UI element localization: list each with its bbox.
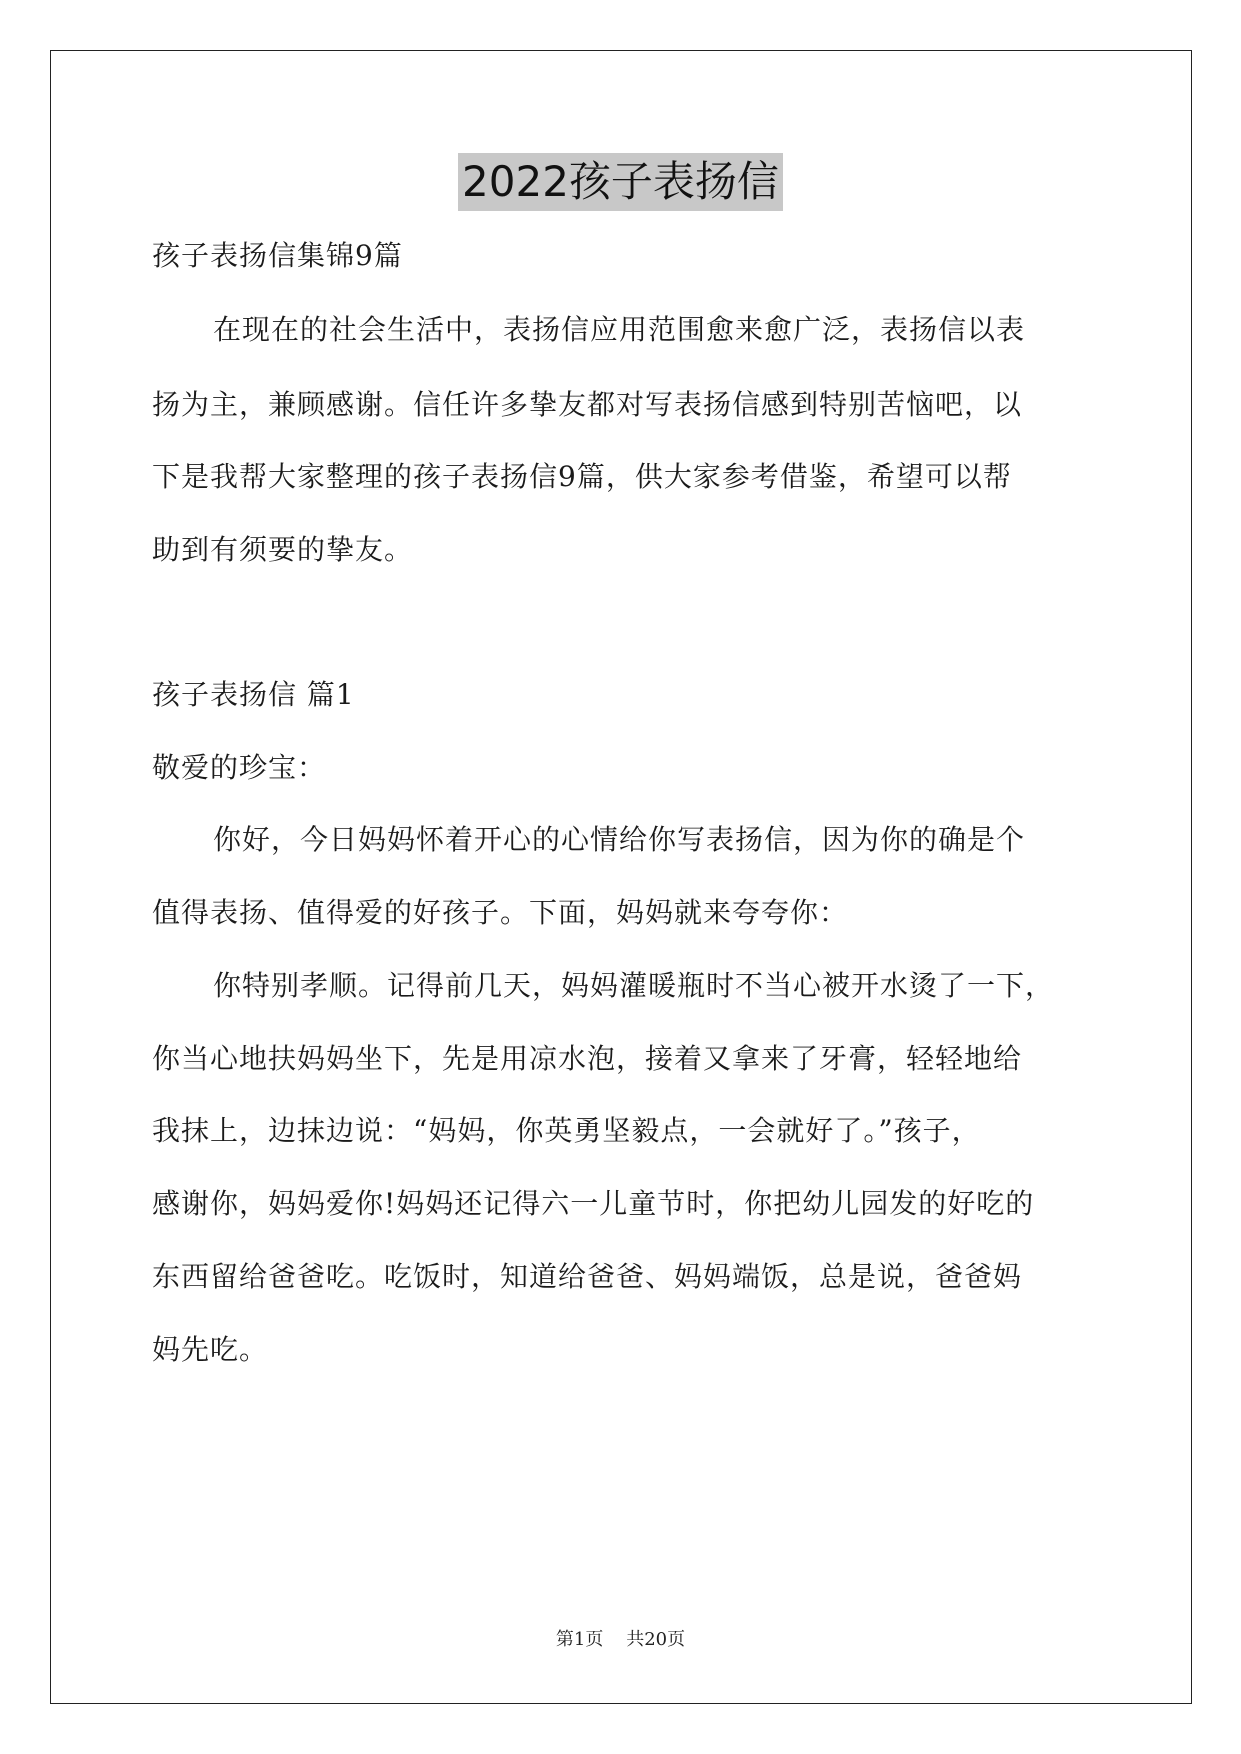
- paragraph-line: 值得表扬、值得爱的好孩子。下面，妈妈就来夸夸你：: [152, 896, 849, 929]
- intro-line: 在现在的社会生活中，表扬信应用范围愈来愈广泛，表扬信以表: [213, 313, 1026, 346]
- paragraph-line: 你当心地扶妈妈坐下，先是用凉水泡，接着又拿来了牙膏，轻轻地给: [152, 1042, 1023, 1075]
- paragraph-line: 你好，今日妈妈怀着开心的心情给你写表扬信，因为你的确是个: [213, 823, 1026, 856]
- document-title: 2022孩子表扬信: [458, 153, 783, 211]
- intro-line: 扬为主，兼顾感谢。信任许多挚友都对写表扬信感到特别苦恼吧，以: [152, 388, 1023, 421]
- subtitle: 孩子表扬信集锦9篇: [152, 239, 403, 272]
- page-border: [50, 50, 1192, 1704]
- title-container: [0, 153, 1241, 211]
- intro-line: 下是我帮大家整理的孩子表扬信9篇，供大家参考借鉴，希望可以帮: [152, 460, 1012, 493]
- page-footer: [0, 1628, 1241, 1652]
- paragraph-line: 东西留给爸爸吃。吃饭时，知道给爸爸、妈妈端饭，总是说，爸爸妈: [152, 1260, 1023, 1293]
- section-heading: 孩子表扬信 篇1: [152, 678, 355, 711]
- paragraph-line: 感谢你，妈妈爱你!妈妈还记得六一儿童节时，你把幼儿园发的好吃的: [152, 1187, 1035, 1220]
- intro-line: 助到有须要的挚友。: [152, 533, 414, 566]
- paragraph-line: 你特别孝顺。记得前几天，妈妈灌暖瓶时不当心被开水烫了一下，: [213, 969, 1055, 1002]
- page-total: 共20页: [626, 1629, 686, 1650]
- salutation: 敬爱的珍宝：: [152, 751, 327, 784]
- paragraph-line: 妈先吃。: [152, 1333, 269, 1366]
- page-number: 第1页: [555, 1629, 604, 1650]
- paragraph-line: 我抹上，边抹边说：“妈妈，你英勇坚毅点，一会就好了。”孩子，: [152, 1114, 981, 1147]
